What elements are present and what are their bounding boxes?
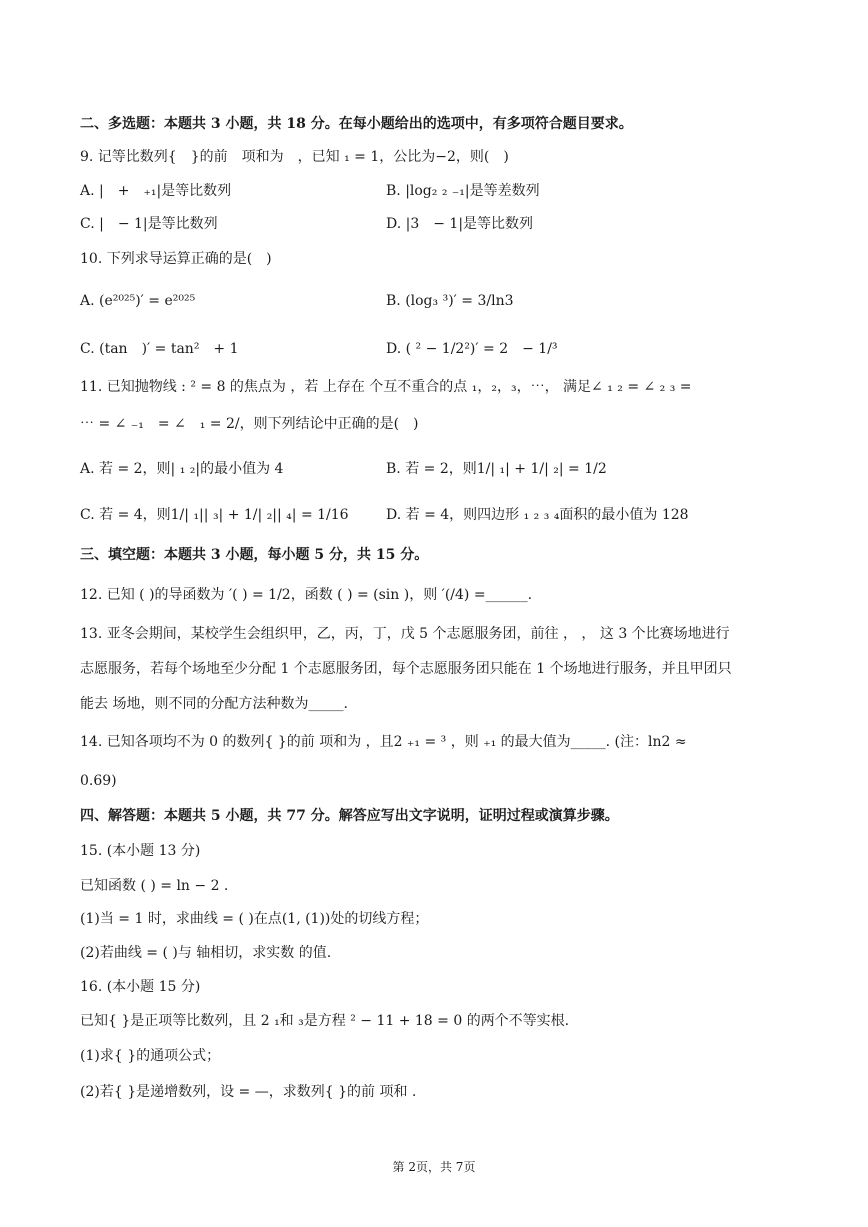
question-10-option-d: D. ( ² − 1/2²)′ = 2 − 1/³ <box>386 341 558 357</box>
question-11-stem-line2: ⋯ = ∠ ₋₁ = ∠ ₁ = 2/，则下列结论中正确的是( ) <box>80 416 419 432</box>
question-13-line2: 志愿服务，若每个场地至少分配 1 个志愿服务团，每个志愿服务团只能在 1 个场地进行服务，并且甲团只 <box>80 661 732 677</box>
section-header-fill-in: 三、填空题：本题共 3 小题，每小题 5 分，共 15 分。 <box>80 547 429 563</box>
question-14-line2: 0.69) <box>80 773 117 789</box>
page-footer: 第 2页，共 7页 <box>392 1160 476 1174</box>
question-9-option-a: A. | + ₊₁|是等比数列 <box>80 183 232 199</box>
question-13-line1: 13. 亚冬会期间，某校学生会组织甲，乙，丙，丁，戊 5 个志愿服务团，前往 ， ， 这 3 个比赛场地进行 <box>80 626 730 642</box>
question-11-option-c: C. 若 = 4，则1/| ₁|| ₃| + 1/| ₂|| ₄| = 1/16 <box>80 507 349 523</box>
question-10-stem: 10. 下列求导运算正确的是( ) <box>80 251 272 267</box>
question-11-option-b: B. 若 = 2，则1/| ₁| + 1/| ₂| = 1/2 <box>386 461 607 477</box>
question-16-given: 已知{ }是正项等比数列，且 2 ₁和 ₃是方程 ² − 11 + 18 = 0 的两个不等实根. <box>80 1013 570 1029</box>
question-15-part2: (2)若曲线 = ( )与 轴相切，求实数 的值. <box>80 945 332 961</box>
question-9-option-d: D. |3 − 1|是等比数列 <box>386 216 534 232</box>
question-13-line3: 能去 场地，则不同的分配方法种数为_____. <box>80 696 348 712</box>
question-15-score: 15. (本小题 13 分) <box>80 843 201 859</box>
question-9-stem: 9. 记等比数列{ }的前 项和为 ，已知 ₁ = 1，公比为−2，则( ) <box>80 149 509 165</box>
question-11-option-d: D. 若 = 4，则四边形 ₁ ₂ ₃ ₄面积的最小值为 128 <box>386 507 689 523</box>
question-16-part2: (2)若{ }是递增数列，设 = —，求数列{ }的前 项和 . <box>80 1084 417 1100</box>
question-15-part1: (1)当 = 1 时，求曲线 = ( )在点(1, (1))处的切线方程； <box>80 911 429 927</box>
question-11-stem-line1: 11. 已知抛物线 : ² = 8 的焦点为 ，若 上存在 个互不重合的点 ₁，₂，₃，⋯， 满足∠ ₁ ₂ = ∠ ₂ ₃ = <box>80 379 692 395</box>
question-12-stem: 12. 已知 ( )的导函数为 ′( ) = 1/2，函数 ( ) = (sin )，则 ′(/4) =______. <box>80 587 533 603</box>
question-16-score: 16. (本小题 15 分) <box>80 979 201 995</box>
question-14-line1: 14. 已知各项均不为 0 的数列{ }的前 项和为 ，且2 ₊₁ = ³ ，则 ₊₁ 的最大值为_____. (注：ln2 ≈ <box>80 734 687 750</box>
question-10-option-a: A. (e²⁰²⁵)′ = e²⁰²⁵ <box>80 293 196 309</box>
section-header-multiple-choice: 二、多选题：本题共 3 小题，共 18 分。在每小题给出的选项中，有多项符合题目要求。 <box>80 116 633 132</box>
question-10-option-c: C. (tan )′ = tan² + 1 <box>80 341 239 357</box>
question-9-option-c: C. | − 1|是等比数列 <box>80 216 218 232</box>
question-9-option-b: B. |log₂ ₂ ₋₁|是等差数列 <box>386 183 540 199</box>
section-header-solutions: 四、解答题：本题共 5 小题，共 77 分。解答应写出文字说明，证明过程或演算步骤。 <box>80 808 619 824</box>
question-10-option-b: B. (log₃ ³)′ = 3/ln3 <box>386 293 514 309</box>
question-15-given: 已知函数 ( ) = ln − 2 . <box>80 878 229 894</box>
question-16-part1: (1)求{ }的通项公式； <box>80 1048 221 1064</box>
question-11-option-a: A. 若 = 2，则| ₁ ₂|的最小值为 4 <box>80 461 284 477</box>
